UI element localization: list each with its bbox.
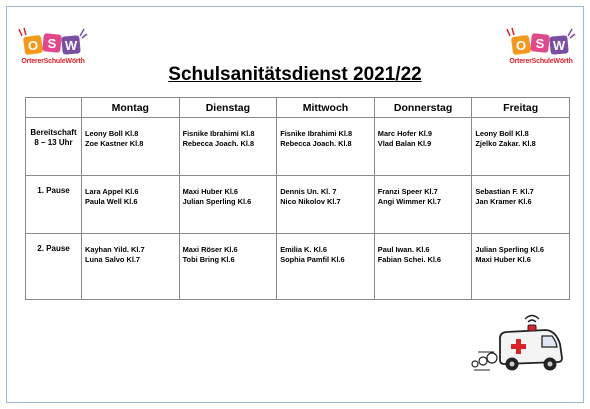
table-row <box>26 176 570 234</box>
person-entry: Maxi Röser Kl.6 <box>182 245 238 254</box>
person-entry: Marc Hofer Kl.9 <box>377 129 432 138</box>
schedule-cell <box>82 234 180 300</box>
person-entry: Vlad Balan Kl.9 <box>377 139 432 148</box>
school-logo-left <box>18 26 88 68</box>
svg-text:O: O <box>27 38 39 53</box>
person-entry: Maxi Huber Kl.6 <box>182 187 239 196</box>
corner-cell <box>26 98 82 118</box>
day-header: Freitag <box>472 98 570 118</box>
schedule-cell <box>374 118 472 176</box>
person-entry: Rebecca Joach. Kl.8 <box>182 139 255 148</box>
person-entry: Sebastian F. Kl.7 <box>475 187 534 196</box>
row-label-line: Bereitschaft <box>30 128 77 137</box>
day-header: Dienstag <box>179 98 277 118</box>
person-entry: Sophia Pamfil Kl.6 <box>280 255 345 264</box>
schedule-cell <box>179 176 277 234</box>
schedule-cell <box>277 176 375 234</box>
person-entry: Emilia K. Kl.6 <box>280 245 328 254</box>
schedule-cell <box>277 118 375 176</box>
table-header-row <box>26 98 570 118</box>
schedule-cell <box>82 118 180 176</box>
row-label-line: 8 – 13 Uhr <box>34 138 73 147</box>
person-entry: Fisnike Ibrahimi Kl.8 <box>280 129 353 138</box>
schedule-cell <box>179 118 277 176</box>
row-label-line: 2. Pause <box>37 244 70 253</box>
person-entry: Fabian Schei. Kl.6 <box>377 255 442 264</box>
table-row <box>26 118 570 176</box>
schedule-cell <box>472 176 570 234</box>
person-entry: Kayhan Yild. Kl.7 <box>85 245 145 254</box>
logo-text: OrtererSchuleWörth <box>21 58 85 65</box>
row-label <box>26 118 82 176</box>
person-entry: Julian Sperling Kl.6 <box>182 197 252 206</box>
person-entry: Paula Well Kl.6 <box>85 197 138 206</box>
person-entry: Fisnike Ibrahimi Kl.8 <box>182 129 255 138</box>
svg-text:S: S <box>47 36 57 51</box>
row-label-line: 1. Pause <box>37 186 70 195</box>
person-entry: Zoe Kastner Kl.8 <box>85 139 144 148</box>
person-entry: Dennis Un. Kl. 7 <box>280 187 337 196</box>
schedule-cell <box>179 234 277 300</box>
svg-text:W: W <box>552 38 566 53</box>
schedule-cell <box>82 176 180 234</box>
person-entry: Franzi Speer Kl.7 <box>377 187 438 196</box>
row-label <box>26 176 82 234</box>
schedule-cell <box>277 234 375 300</box>
ambulance-icon <box>468 314 566 376</box>
person-entry: Paul Iwan. Kl.6 <box>377 245 430 254</box>
person-entry: Nico Nikolov Kl.7 <box>280 197 341 206</box>
school-logo-right <box>506 26 576 68</box>
person-entry: Luna Salvo Kl.7 <box>85 255 141 264</box>
person-entry: Jan Kramer Kl.6 <box>475 197 532 206</box>
person-entry: Tobi Bring Kl.6 <box>182 255 235 264</box>
schedule-cell <box>374 176 472 234</box>
person-entry: Zjelko Zakar. Kl.8 <box>475 139 536 148</box>
person-entry: Julian Sperling Kl.6 <box>475 245 544 254</box>
day-header: Montag <box>82 98 180 118</box>
day-header: Mittwoch <box>277 98 375 118</box>
person-entry: Maxi Huber Kl.6 <box>475 255 531 264</box>
person-entry: Rebecca Joach. Kl.8 <box>280 139 352 148</box>
page-title: Schulsanitätsdienst 2021/22 <box>168 64 422 85</box>
table-row <box>26 234 570 300</box>
schedule-table <box>25 97 570 300</box>
schedule-cell <box>472 234 570 300</box>
schedule-cell <box>472 118 570 176</box>
person-entry: Leony Boll Kl.8 <box>475 129 529 138</box>
day-header: Donnerstag <box>374 98 472 118</box>
svg-text:O: O <box>515 38 527 53</box>
person-entry: Lara Appel Kl.6 <box>85 187 139 196</box>
person-entry: Angi Wimmer Kl.7 <box>377 197 441 206</box>
logo-text: OrtererSchuleWörth <box>509 58 573 65</box>
row-label <box>26 234 82 300</box>
svg-text:S: S <box>535 36 545 51</box>
person-entry: Leony Boll Kl.8 <box>85 129 139 138</box>
svg-text:W: W <box>64 38 78 53</box>
schedule-cell <box>374 234 472 300</box>
